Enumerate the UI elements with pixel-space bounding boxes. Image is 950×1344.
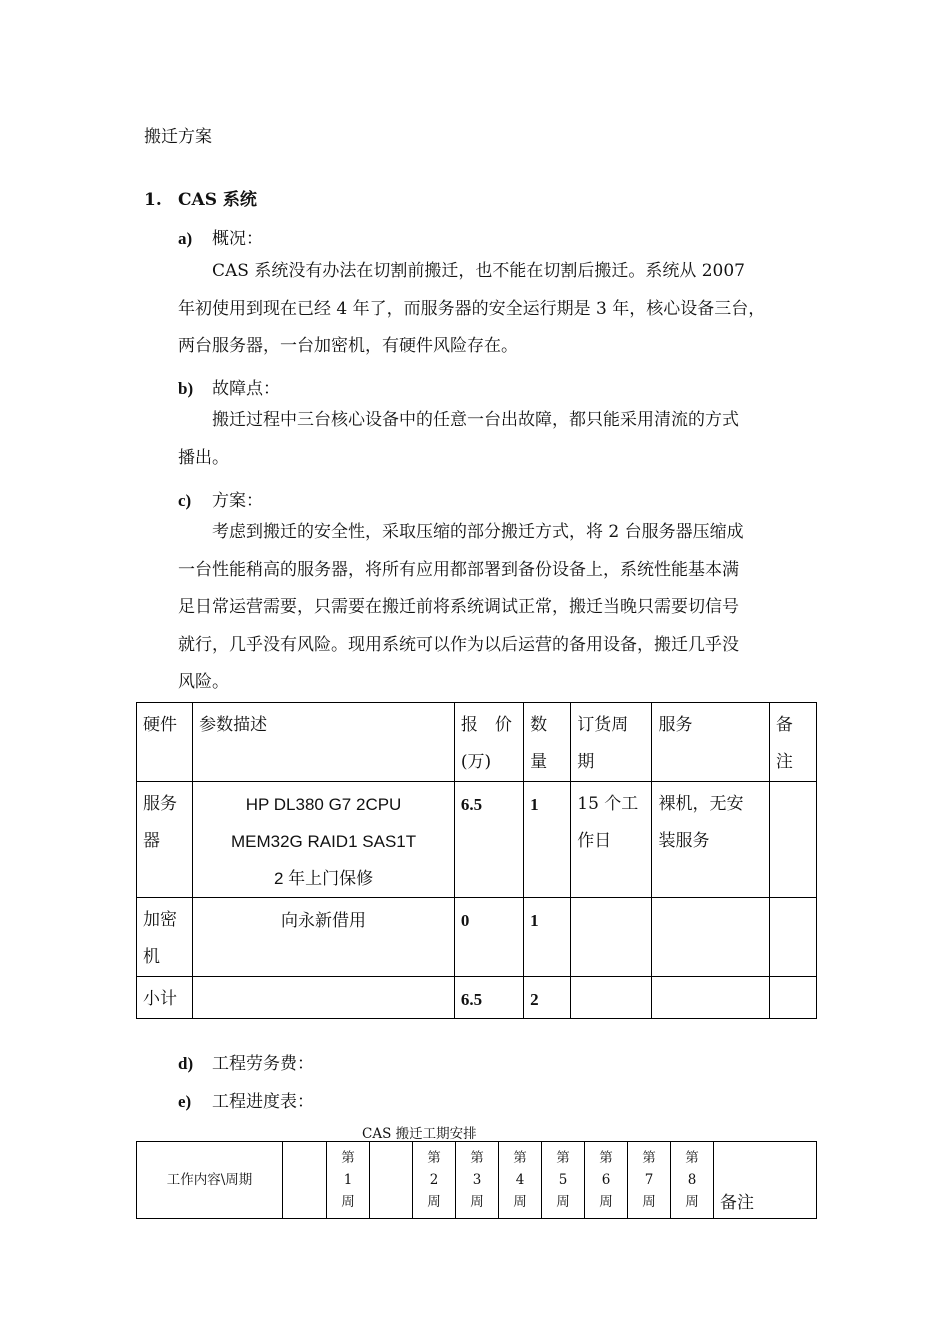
table-row-subtotal: [137, 977, 817, 1019]
cell-line: 15 个工: [577, 794, 639, 814]
header-price-unit: (万): [460, 752, 492, 772]
cell-line: MEM32G RAID1 SAS1T: [230, 832, 417, 851]
header-note-line1: 备: [775, 715, 793, 735]
para-line: 两台服务器，一台加密机，有硬件风险存在。: [178, 336, 518, 356]
header-hardware: 硬件: [137, 703, 193, 782]
cell-line: 器: [143, 831, 160, 851]
cell-lead-time: [571, 782, 652, 898]
subsection-a-heading: [178, 224, 263, 249]
schedule-week: 第 1 周: [327, 1142, 370, 1219]
cell-desc: [193, 782, 455, 898]
subsection-title: 工程劳务费：: [212, 1054, 314, 1074]
cell-hardware: [137, 782, 193, 898]
header-price: [454, 703, 523, 782]
cell-service: [652, 782, 769, 898]
cell-line: 机: [143, 947, 160, 967]
table-header-row: [137, 703, 817, 782]
subsection-c-heading: [178, 486, 263, 511]
header-qty-line2: 量: [530, 752, 548, 772]
cell-lead-time: [571, 977, 652, 1019]
subsection-e-heading: [178, 1087, 314, 1112]
schedule-table: [136, 1141, 817, 1219]
subsection-title: 故障点：: [212, 379, 280, 399]
schedule-week: 第 7 周: [628, 1142, 671, 1219]
para-line: 风险。: [178, 672, 229, 692]
header-price-label: 报 价: [460, 715, 512, 735]
schedule-week: 第 6 周: [585, 1142, 628, 1219]
subsection-title: 概况：: [212, 229, 263, 249]
cell-note: [769, 898, 816, 977]
schedule-week: 第 5 周: [542, 1142, 585, 1219]
schedule-empty-cell: [283, 1142, 327, 1219]
subsection-c-paragraph: [178, 514, 806, 702]
subsection-title: 工程进度表：: [212, 1092, 314, 1112]
header-desc: 参数描述: [193, 703, 455, 782]
table-row: [137, 898, 817, 977]
cell-line: 作日: [577, 831, 612, 851]
subsection-b-heading: [178, 374, 280, 399]
schedule-caption: CAS 搬迁工期安排: [362, 1126, 477, 1142]
para-line: 搬迁过程中三台核心设备中的任意一台出故障，都只能采用清流的方式: [212, 410, 739, 430]
schedule-empty-cell: [370, 1142, 413, 1219]
schedule-first-col: 工作内容\周期: [137, 1142, 283, 1219]
cell-qty: 1: [524, 898, 571, 977]
section-title: CAS 系统: [178, 190, 257, 210]
para-line: 足日常运营需要，只需要在搬迁前将系统调试正常，搬迁当晚只需要切信号: [178, 597, 739, 617]
schedule-week: 第 2 周: [413, 1142, 456, 1219]
subsection-title: 方案：: [212, 491, 263, 511]
cell-desc: 向永新借用: [193, 898, 455, 977]
schedule-week: 第 3 周: [456, 1142, 499, 1219]
header-note: [769, 703, 816, 782]
para-line: 播出。: [178, 447, 229, 468]
para-line: 考虑到搬迁的安全性，采取压缩的部分搬迁方式，将 2 台服务器压缩成: [212, 522, 744, 542]
cell-note: [769, 977, 816, 1019]
para-line: 一台性能稍高的服务器，将所有应用都部署到备份设备上，系统性能基本满: [178, 559, 739, 580]
cell-desc: [193, 977, 455, 1019]
section-heading: [144, 185, 257, 210]
table-row: [137, 782, 817, 898]
cell-qty: 2: [524, 977, 571, 1019]
header-qty-line1: 数: [530, 715, 548, 735]
cell-line: HP DL380 G7 2CPU: [245, 795, 402, 814]
hardware-table: [136, 702, 817, 1019]
para-line: 就行，几乎没有风险。现用系统可以作为以后运营的备用设备，搬迁几乎没: [178, 634, 739, 655]
header-lead-line2: 期: [577, 752, 595, 772]
cell-hardware: 小计: [137, 977, 193, 1019]
cell-price: 0: [454, 898, 523, 977]
schedule-week: 第 8 周: [671, 1142, 714, 1219]
subsection-label: e): [178, 1092, 192, 1111]
cell-lead-time: [571, 898, 652, 977]
subsection-label: c): [178, 491, 192, 510]
subsection-label: d): [178, 1054, 194, 1073]
cell-price: 6.5: [454, 782, 523, 898]
cell-service: [652, 977, 769, 1019]
header-note-line2: 注: [775, 752, 793, 772]
cell-line: 装服务: [658, 831, 710, 851]
header-qty: [524, 703, 571, 782]
header-lead-time: [571, 703, 652, 782]
cell-note: [769, 782, 816, 898]
header-lead-line1: 订货周: [577, 715, 629, 735]
cell-hardware: [137, 898, 193, 977]
subsection-b-paragraph: [178, 402, 806, 477]
cell-line: 2 年上门保修: [273, 869, 374, 888]
cell-line: 加密: [143, 910, 177, 930]
document-title: 搬迁方案: [144, 127, 212, 147]
section-number: 1.: [144, 190, 162, 210]
header-service: 服务: [652, 703, 769, 782]
cell-line: 裸机，无安: [658, 794, 744, 814]
subsection-label: b): [178, 379, 194, 398]
cell-price: 6.5: [454, 977, 523, 1019]
cell-line: 服务: [143, 794, 177, 814]
subsection-label: a): [178, 229, 193, 248]
cell-qty: 1: [524, 782, 571, 898]
schedule-week: 第 4 周: [499, 1142, 542, 1219]
cell-service: [652, 898, 769, 977]
subsection-d-heading: [178, 1049, 314, 1074]
para-line: 年初使用到现在已经 4 年了，而服务器的安全运行期是 3 年，核心设备三台，: [178, 298, 766, 319]
schedule-header-row: [137, 1142, 817, 1219]
schedule-note-header: 备注: [714, 1142, 817, 1219]
subsection-a-paragraph: [178, 253, 806, 366]
para-line: CAS 系统没有办法在切割前搬迁，也不能在切割后搬迁。系统从 2007: [212, 261, 746, 281]
